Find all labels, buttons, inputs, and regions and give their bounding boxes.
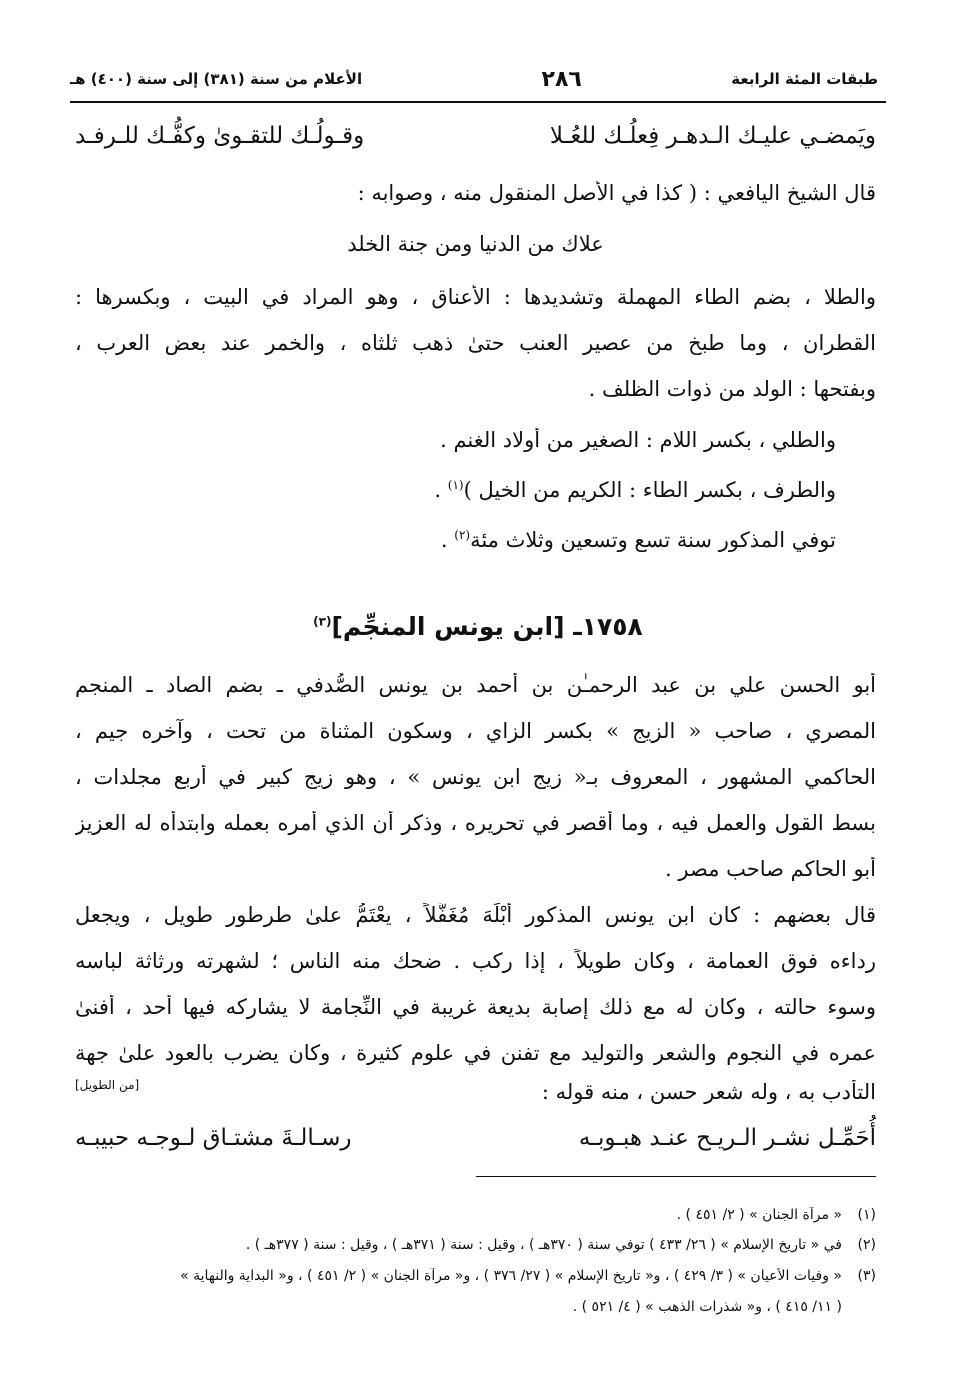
text-line: عمره في النجوم والشعر والتوليد مع تفنن في علوم كثيرة ، وكان يضرب بالعود علىٰ جهة xyxy=(75,1041,876,1065)
text-line: التأدب به ، وله شعر حسن ، منه قوله : xyxy=(541,1080,876,1104)
header-range-title: الأعلام من سنة (٣٨١) إلى سنة (٤٠٠) هـ xyxy=(70,70,363,88)
text-line: والطلا ، بضم الطاء المهملة وتشديدها : الأعناق ، وهو المراد في البيت ، وبكسرها : xyxy=(75,285,876,309)
text-span: والطرف ، بكسر الطاء : الكريم من الخيل ) xyxy=(463,478,836,502)
verse-line-1 xyxy=(75,123,876,149)
text-span: . xyxy=(434,478,448,502)
running-header xyxy=(70,62,878,96)
verse-hemistich-first: ويَمضـي عليـك الـدهـر فِعلُـك للعُـلا xyxy=(549,123,876,149)
text-line xyxy=(75,478,836,502)
footnote-ref: (٢) xyxy=(454,528,471,542)
footnote-text: « مرآة الجنان » ( ٢/ ٤٥١ ) . xyxy=(676,1207,842,1223)
text-line: القطران ، وما طبخ من عصير العنب حتىٰ ذهب ثلثاه ، والخمر عند بعض العرب ، xyxy=(75,331,876,355)
header-divider xyxy=(70,101,886,103)
entry-title-text: ١٧٥٨ـ [ابن يونس المنجِّم] xyxy=(331,612,643,641)
text-line: وبفتحها : الولد من ذوات الظلف . xyxy=(588,377,876,401)
text-line xyxy=(75,528,836,552)
footnote xyxy=(60,1207,876,1223)
verse-hemistich-second: رسـالـةَ مشتـاق لـوجـه حبيبـه xyxy=(75,1125,352,1151)
text-line: أبو الحسن علي بن عبد الرحمـٰن بن أحمد بن يونس الصُّدفي ـ بضم الصاد ـ المنجم xyxy=(75,673,876,697)
text-line: أبو الحاكم صاحب مصر . xyxy=(665,857,876,881)
text-line: وسوء حالته ، وكان له مع ذلك إصابة بديعة غريبة في النِّجامة لا يشاركه فيها أحد ، أفنىٰ xyxy=(75,995,876,1019)
text-line: والطلي ، بكسر اللام : الصغير من أولاد الغنم . xyxy=(440,428,836,452)
text-line: الحاكمي المشهور ، المعروف بـ« زيج ابن يونس » ، وهو زيج كبير في أربع مجلدات ، xyxy=(75,765,876,789)
footnote-number: (١) xyxy=(857,1207,876,1223)
text-line: علاك من الدنيا ومن جنة الخلد xyxy=(347,232,604,256)
footnote-ref: (١) xyxy=(447,478,464,492)
footnote-number: (٣) xyxy=(857,1268,876,1284)
footnote-number: (٢) xyxy=(857,1237,876,1253)
text-line: بسط القول والعمل فيه ، وما أقصر في تحريره ، وذكر أن الذي أمره بعمله وابتدأه له العزيز xyxy=(75,811,876,835)
text-line: قال بعضهم : كان ابن يونس المذكور أَبْلَهَ مُغَفَّلاً ، يعْتَمُّ علىٰ طرطور طويل ، ويجعل xyxy=(75,903,876,927)
text-span: . xyxy=(440,528,455,552)
text-span: توفي المذكور سنة تسع وتسعين وثلاث مئة xyxy=(470,528,836,552)
meter-label: [من الطويل] xyxy=(75,1078,140,1092)
verse-line-2 xyxy=(75,1125,876,1151)
text-line: رداءه فوق العمامة ، وكان طويلاً ، إذا ركب . ضحك منه الناس ؛ لشهرته ورثاثة لباسه xyxy=(75,949,876,973)
footnote xyxy=(60,1299,876,1315)
footnote-text: ( ١١/ ٤١٥ ) ، و« شذرات الذهب » ( ٤/ ٥٢١ ) . xyxy=(572,1299,842,1315)
footnote xyxy=(60,1237,876,1253)
entry-title xyxy=(0,612,956,641)
footnote-text: « وفيات الأعيان » ( ٣/ ٤٢٩ ) ، و« تاريخ الإسلام » ( ٢٧/ ٣٧٦ ) ، و« مرآة الجنان » ( ٢/ ٤٥١ ) ، و« البداية والنهاية » xyxy=(180,1268,842,1284)
footnote-divider xyxy=(476,1176,876,1177)
verse-hemistich-first: أُحَمِّـل نشـر الـريـح عنـد هبـوبـه xyxy=(578,1125,876,1151)
verse-hemistich-second: وقـولُـك للتقـوىٰ وكفُّـك للـرفـد xyxy=(75,123,365,149)
page-number: ٢٨٦ xyxy=(541,66,582,92)
text-line: قال الشيخ اليافعي : ( كذا في الأصل المنقول منه ، وصوابه : xyxy=(357,181,876,205)
footnote xyxy=(60,1268,876,1284)
footnote-ref: (٣) xyxy=(313,614,332,629)
header-section-title: طبقات المئة الرابعة xyxy=(731,70,878,88)
footnote-text: في « تاريخ الإسلام » ( ٢٦/ ٤٣٣ ) توفي سنة ( ٣٧٠هـ ) ، وقيل : سنة ( ٣٧١هـ ) ، وقيل : سنة ( ٣٧٧هـ ) . xyxy=(245,1237,842,1253)
text-line: المصري ، صاحب « الزيج » بكسر الزاي ، وسكون المثناة من تحت ، وآخره جيم ، xyxy=(75,719,876,743)
